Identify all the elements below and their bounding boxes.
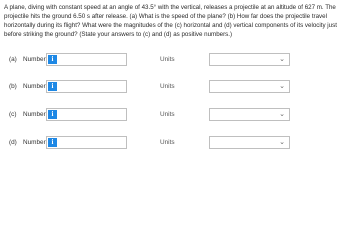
units-label: Units — [160, 111, 175, 118]
chevron-down-icon: ⌄ — [279, 82, 285, 90]
part-label: (c) — [9, 111, 17, 118]
units-select-b[interactable] — [209, 80, 290, 93]
answer-row-c — [0, 108, 350, 122]
number-label: Number — [23, 111, 46, 118]
units-select-a[interactable] — [209, 53, 290, 66]
part-label: (d) — [9, 139, 17, 146]
part-label: (b) — [9, 83, 17, 90]
problem-statement: A plane, diving with constant speed at an angle of 43.5° with the vertical, releases a projectile at an altitude of 627 m. The projectile hits the ground 6.50 s after release. (a) What is the speed of the plane? (b) How far does the projectile travel horizontally during its flight? What were the magnitudes of the (c) horizontal and (d) vertical components of its velocity just before striking the ground? (State your answers to (c) and (d) as positive numbers.) — [4, 4, 337, 38]
chevron-down-icon: ⌄ — [279, 55, 285, 63]
info-icon[interactable]: i — [48, 82, 57, 91]
info-icon[interactable]: i — [48, 138, 57, 147]
units-select-c[interactable] — [209, 108, 290, 121]
number-input-b[interactable] — [46, 80, 127, 93]
number-input-c[interactable] — [46, 108, 127, 121]
number-input-d[interactable] — [46, 136, 127, 149]
answer-row-b — [0, 80, 350, 94]
chevron-down-icon: ⌄ — [279, 110, 285, 118]
part-label: (a) — [9, 56, 17, 63]
number-input-a[interactable] — [46, 53, 127, 66]
number-label: Number — [23, 83, 46, 90]
number-label: Number — [23, 139, 46, 146]
chevron-down-icon: ⌄ — [279, 138, 285, 146]
units-label: Units — [160, 56, 175, 63]
units-label: Units — [160, 83, 175, 90]
units-label: Units — [160, 139, 175, 146]
info-icon[interactable]: i — [48, 55, 57, 64]
answer-row-a — [0, 53, 350, 67]
units-select-d[interactable] — [209, 136, 290, 149]
info-icon[interactable]: i — [48, 110, 57, 119]
number-label: Number — [23, 56, 46, 63]
answer-row-d — [0, 136, 350, 150]
